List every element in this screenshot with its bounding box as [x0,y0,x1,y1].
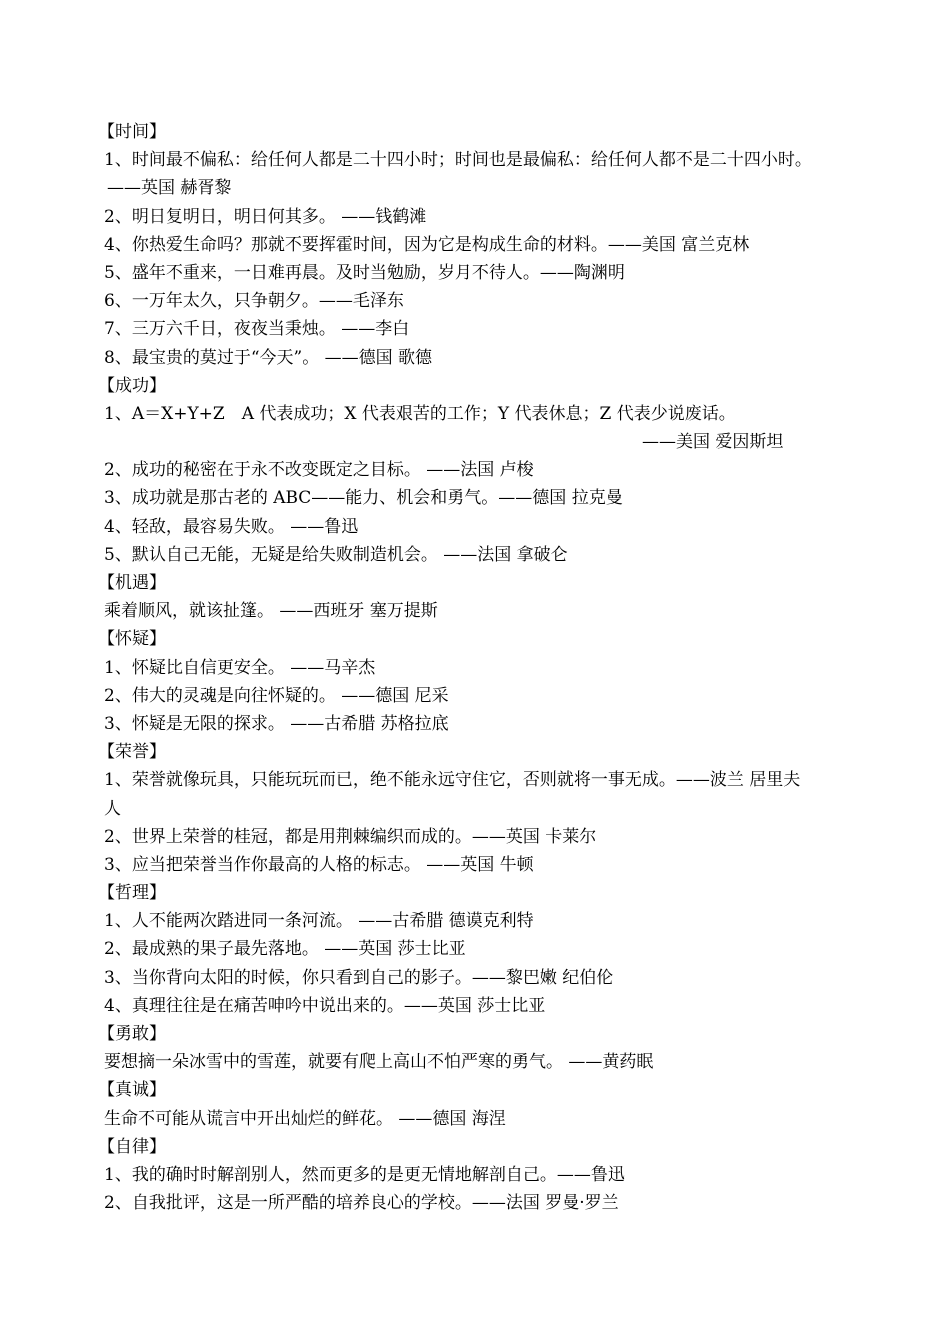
section-heading-time: 【时间】 [98,122,166,142]
quote-success-1: 1、A＝X+Y+Z A 代表成功；X 代表艰苦的工作；Y 代表休息；Z 代表少说废话。 [104,403,736,424]
section-heading-doubt: 【怀疑】 [98,629,166,650]
quote-success-4: 4、轻敌，最容易失败。 ——鲁迅 [104,516,359,537]
quote-doubt-3: 3、怀疑是无限的探求。 ——古希腊 苏格拉底 [104,713,449,734]
quote-time-4: 4、你热爱生命吗？那就不要挥霍时间，因为它是构成生命的材料。——美国 富兰克林 [104,234,750,255]
quote-success-1-attribution: ——美国 爱因斯坦 [642,432,784,453]
quote-time-7: 7、三万六千日，夜夜当秉烛。 ——李白 [104,319,410,340]
quote-courage-1: 要想摘一朵冰雪中的雪莲，就要有爬上高山不怕严寒的勇气。 ——黄药眠 [104,1052,654,1073]
quote-discipline-1: 1、我的确时时解剖别人，然而更多的是更无情地解剖自己。——鲁迅 [104,1164,625,1185]
quote-doubt-2: 2、伟大的灵魂是向往怀疑的。 ——德国 尼采 [104,685,449,706]
quote-philosophy-2: 2、最成熟的果子最先落地。 ——英国 莎士比亚 [104,939,466,960]
section-heading-honor: 【荣誉】 [98,742,166,763]
document-body [98,118,884,1217]
quote-opportunity-1: 乘着顺风，就该扯篷。 ——西班牙 塞万提斯 [104,601,438,622]
quote-honor-2: 2、世界上荣誉的桂冠，都是用荆棘编织而成的。——英国 卡莱尔 [104,826,597,847]
quote-honor-3: 3、应当把荣誉当作你最高的人格的标志。 ——英国 牛顿 [104,854,534,875]
quote-philosophy-4: 4、真理往往是在痛苦呻吟中说出来的。——英国 莎士比亚 [104,995,546,1016]
quote-time-5: 5、盛年不重来，一日难再晨。及时当勉励，岁月不待人。——陶渊明 [104,262,625,283]
quote-honor-1-continuation: 人 [104,798,121,819]
quote-doubt-1: 1、怀疑比自信更安全。 ——马辛杰 [104,657,376,678]
quote-success-3: 3、成功就是那古老的 ABC——能力、机会和勇气。——德国 拉克曼 [104,488,623,509]
quote-philosophy-3: 3、当你背向太阳的时候，你只看到自己的影子。——黎巴嫩 纪伯伦 [104,967,614,988]
quote-honor-1: 1、荣誉就像玩具，只能玩玩而已，绝不能永远守住它，否则就将一事无成。——波兰 居里夫 [104,770,801,791]
quote-time-2: 2、明日复明日，明日何其多。 ——钱鹤滩 [104,206,427,227]
quote-philosophy-1: 1、人不能两次踏进同一条河流。 ——古希腊 德谟克利特 [104,911,534,932]
section-heading-opportunity: 【机遇】 [98,573,166,593]
quote-time-8: 8、最宝贵的莫过于“今天”。 ——德国 歌德 [104,347,433,368]
quote-discipline-2: 2、自我批评，这是一所严酷的培养良心的学校。——法国 罗曼·罗兰 [104,1193,619,1214]
quote-time-1-attribution: ——英国 赫胥黎 [107,178,232,199]
quote-sincerity-1: 生命不可能从谎言中开出灿烂的鲜花。 ——德国 海涅 [104,1108,506,1129]
quote-time-6: 6、一万年太久，只争朝夕。——毛泽东 [104,291,404,312]
section-heading-courage: 【勇敢】 [98,1024,166,1044]
section-heading-philosophy: 【哲理】 [98,883,166,904]
quote-success-5: 5、默认自己无能，无疑是给失败制造机会。 ——法国 拿破仑 [104,544,568,565]
quote-success-2: 2、成功的秘密在于永不改变既定之目标。 ——法国 卢梭 [104,460,534,481]
section-heading-sincerity: 【真诚】 [98,1080,166,1101]
section-heading-discipline: 【自律】 [98,1136,166,1157]
quote-time-1: 1、时间最不偏私：给任何人都是二十四小时；时间也是最偏私：给任何人都不是二十四小时。 [104,150,812,171]
section-heading-success: 【成功】 [98,375,166,396]
